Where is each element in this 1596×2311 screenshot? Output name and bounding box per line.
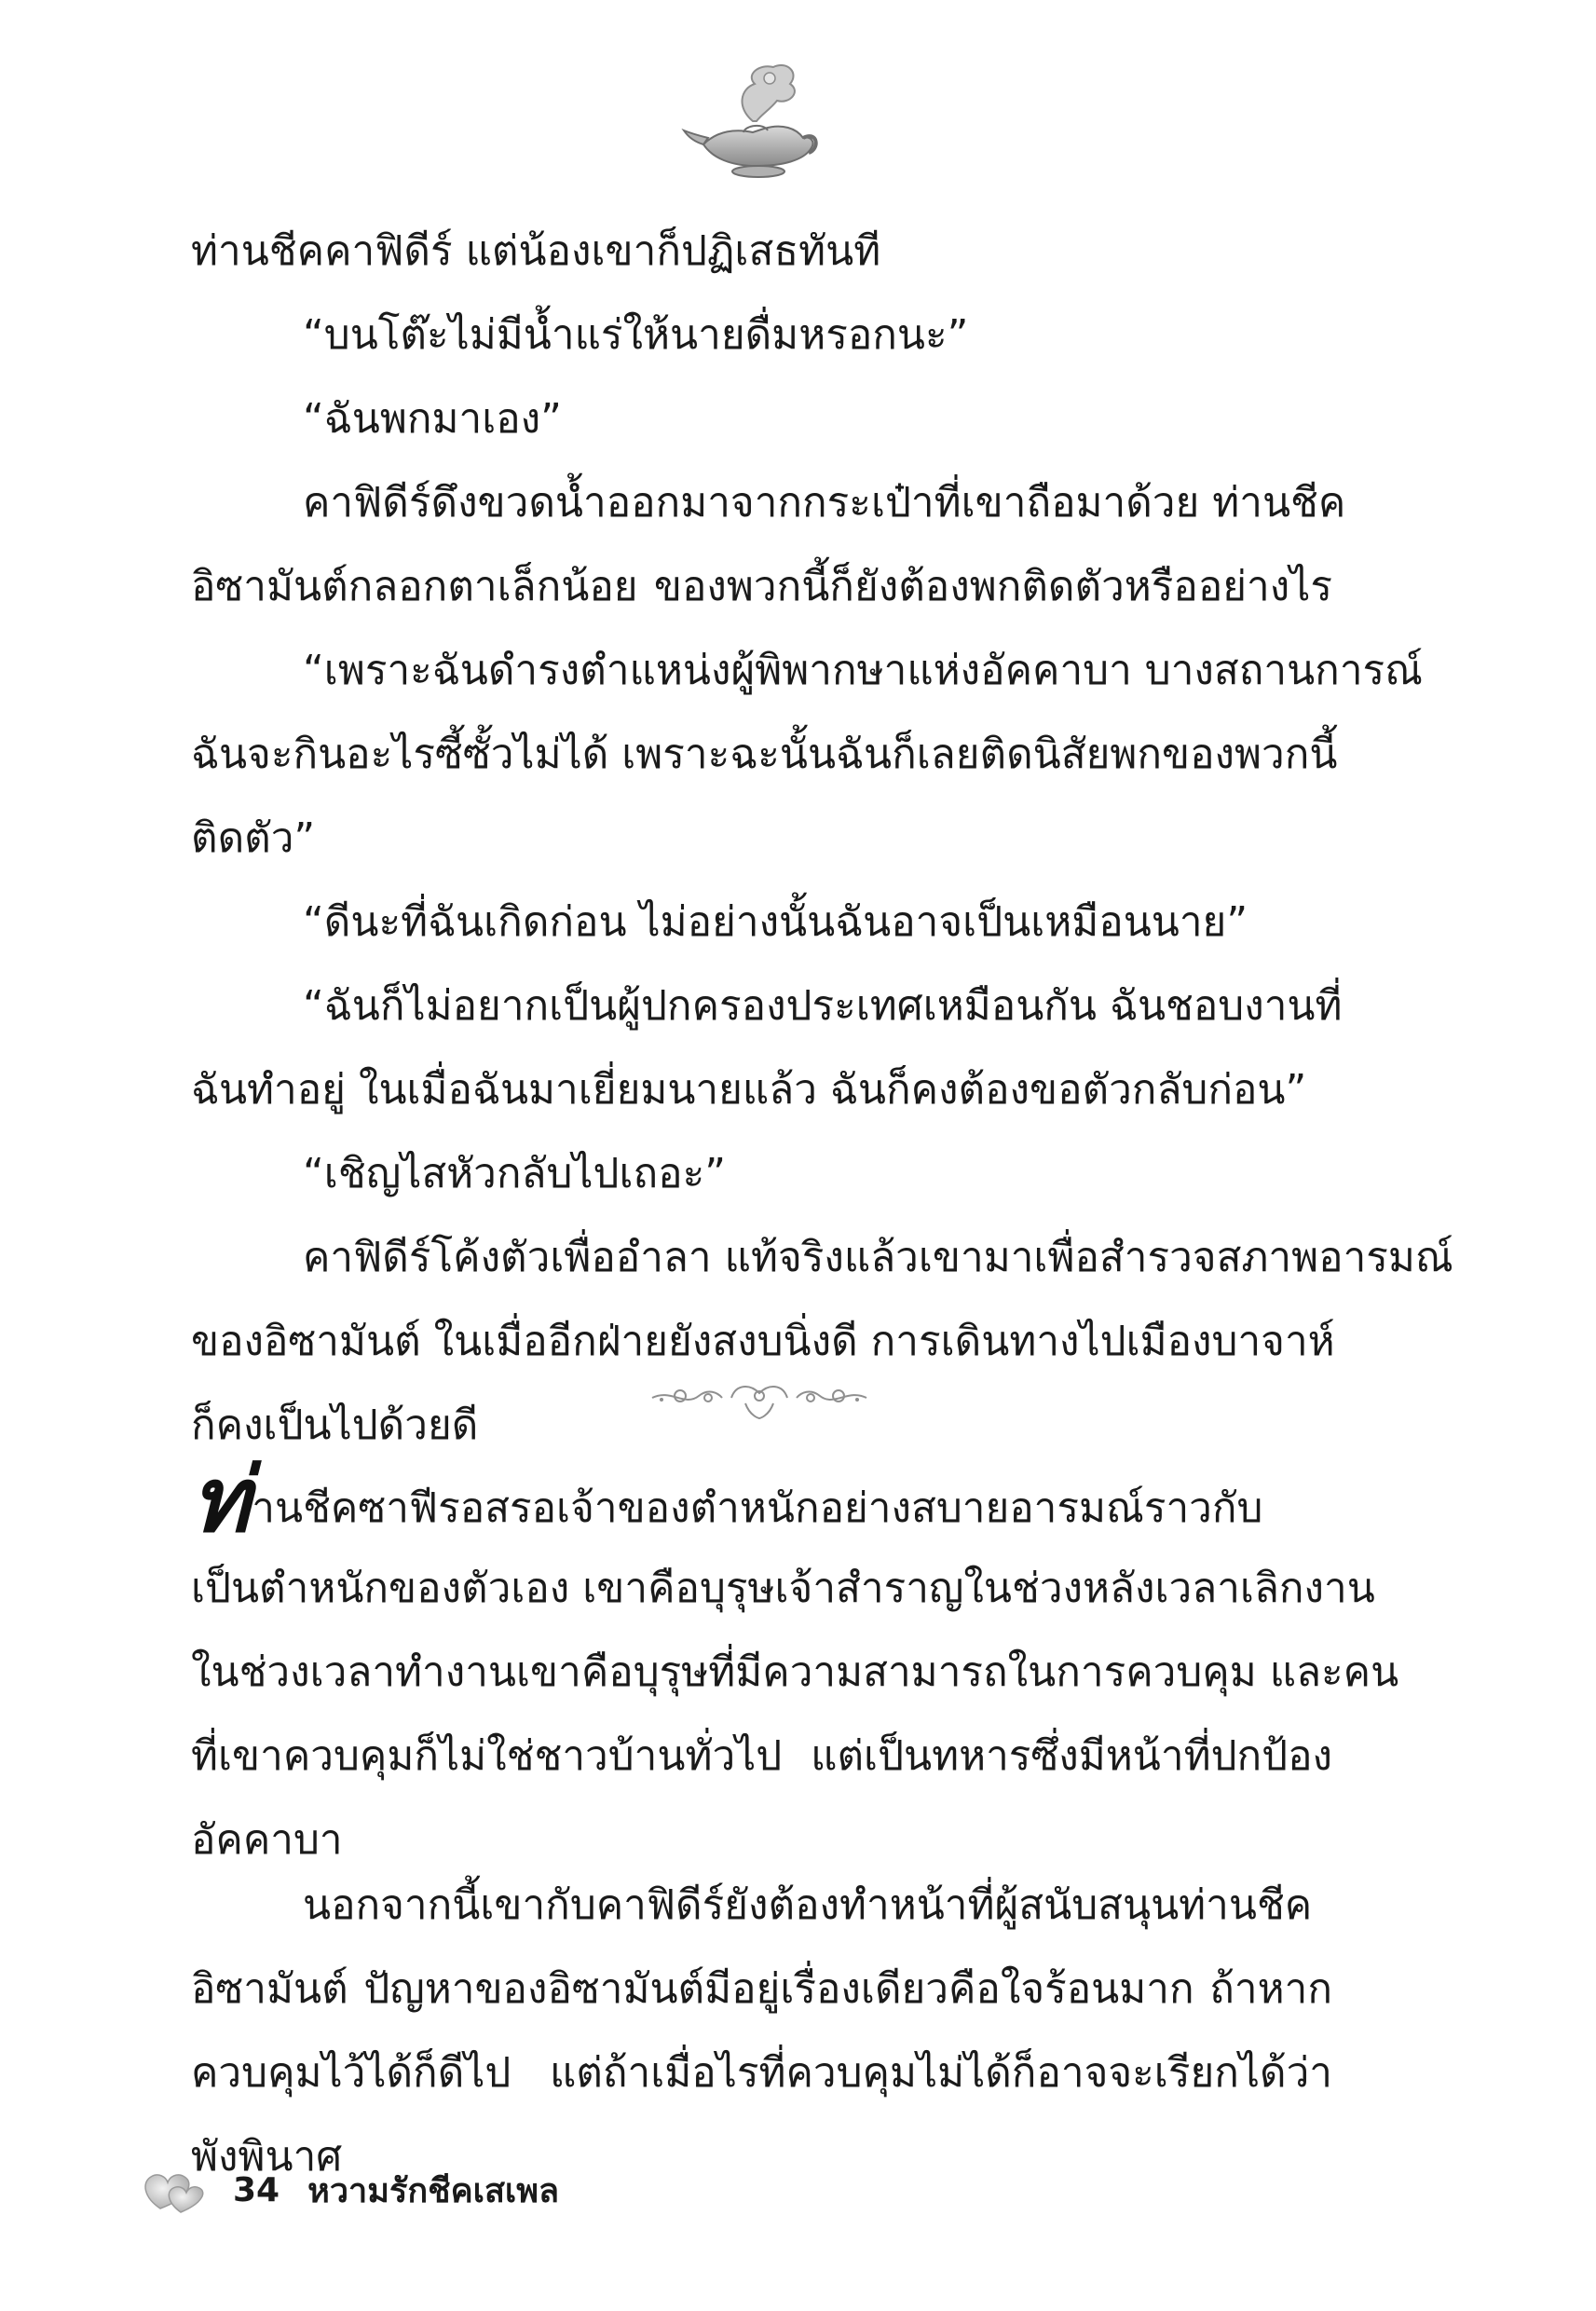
text-line: “เพราะฉันดำรงตำแหน่งผู้พิพากษาแห่งอัคคาบา บางสถานการณ์	[303, 647, 1423, 694]
text-line: เป็นตำหนักของตัวเอง เขาคือบุรุษเจ้าสำราญในช่วงหลังเวลาเลิกงาน	[191, 1565, 1375, 1612]
genie-lamp-icon	[680, 56, 820, 186]
text-line: ของอิซามันต์ ในเมื่ออีกฝ่ายยังสงบนิ่งดี การเดินทางไปเมืองบาจาห์	[191, 1318, 1335, 1365]
first-line-text: านชีคซาฟีรอสรอเจ้าของตำหนักอย่างสบายอารมณ์ราวกับ	[252, 1484, 1263, 1532]
text-line: ควบคุมไว้ได้ก็ดีไป แต่ถ้าเมื่อไรที่ควบคุมไม่ได้ก็อาจจะเรียกได้ว่า	[191, 2049, 1332, 2097]
text-line: “เชิญไสหัวกลับไปเถอะ”	[303, 1150, 727, 1197]
text-line: ในช่วงเวลาทำงานเขาคือบุรุษที่มีความสามารถในการควบคุม และคน	[191, 1648, 1399, 1696]
text-line: นอกจากนี้เขากับคาฟิดีร์ยังต้องทำหน้าที่ผู้สนับสนุนท่านชีค	[303, 1881, 1313, 1929]
text-section-1	[191, 210, 1453, 1468]
text-line: คาฟิดีร์ดึงขวดน้ำออกมาจากกระเป๋าที่เขาถือมาด้วย ท่านชีค	[303, 479, 1346, 526]
text-line: “ฉันก็ไม่อยากเป็นผู้ปกครองประเทศเหมือนกัน ฉันชอบงานที่	[303, 982, 1343, 1030]
drop-cap: ท่	[191, 1447, 251, 1552]
text-section-2	[191, 1447, 1399, 1882]
hearts-icon	[140, 2162, 207, 2218]
dropcap-paragraph-first-line	[191, 1447, 1332, 1552]
page-number: 34	[233, 2170, 280, 2209]
text-line: ฉันทำอยู่ ในเมื่อฉันมาเยี่ยมนายแล้ว ฉันก็คงต้องขอตัวกลับก่อน”	[191, 1066, 1307, 1114]
page-footer	[140, 2157, 559, 2222]
text-line: อัคคาบา	[191, 1816, 343, 1864]
flourish-divider-icon	[643, 1370, 876, 1426]
text-line: ติดตัว”	[191, 814, 316, 862]
text-line: พังพินาศ	[191, 2133, 343, 2181]
text-line: ที่เขาควบคุมก็ไม่ใช่ชาวบ้านทั่วไป แต่เป็นทหารซึ่งมีหน้าที่ปกป้อง	[191, 1732, 1332, 1780]
text-section-3	[191, 1864, 1332, 2199]
text-line: ฉันจะกินอะไรซี้ซั้วไม่ได้ เพราะฉะนั้นฉันก็เลยติดนิสัยพกของพวกนี้	[191, 731, 1338, 778]
text-line: “ฉันพกมาเอง”	[303, 395, 562, 443]
text-line: “ดีนะที่ฉันเกิดก่อน ไม่อย่างนั้นฉันอาจเป็นเหมือนนาย”	[303, 898, 1248, 946]
text-line: คาฟิดีร์โค้งตัวเพื่ออำลา แท้จริงแล้วเขามาเพื่อสำรวจสภาพอารมณ์	[303, 1234, 1453, 1281]
text-line: อิซามันต์กลอกตาเล็กน้อย ของพวกนี้ก็ยังต้องพกติดตัวหรืออย่างไร	[191, 563, 1332, 610]
text-line: อิซามันต์ ปัญหาของอิซามันต์มีอยู่เรื่องเดียวคือใจร้อนมาก ถ้าหาก	[191, 1965, 1332, 2013]
text-line: “บนโต๊ะไม่มีน้ำแร่ให้นายดื่มหรอกนะ”	[303, 311, 969, 359]
text-line: ท่านชีคคาฟิดีร์ แต่น้องเขาก็ปฏิเสธทันที	[191, 227, 881, 275]
book-title: หวามรักชีคเสเพล	[307, 2171, 560, 2210]
text-line: ก็คงเป็นไปด้วยดี	[191, 1402, 479, 1449]
